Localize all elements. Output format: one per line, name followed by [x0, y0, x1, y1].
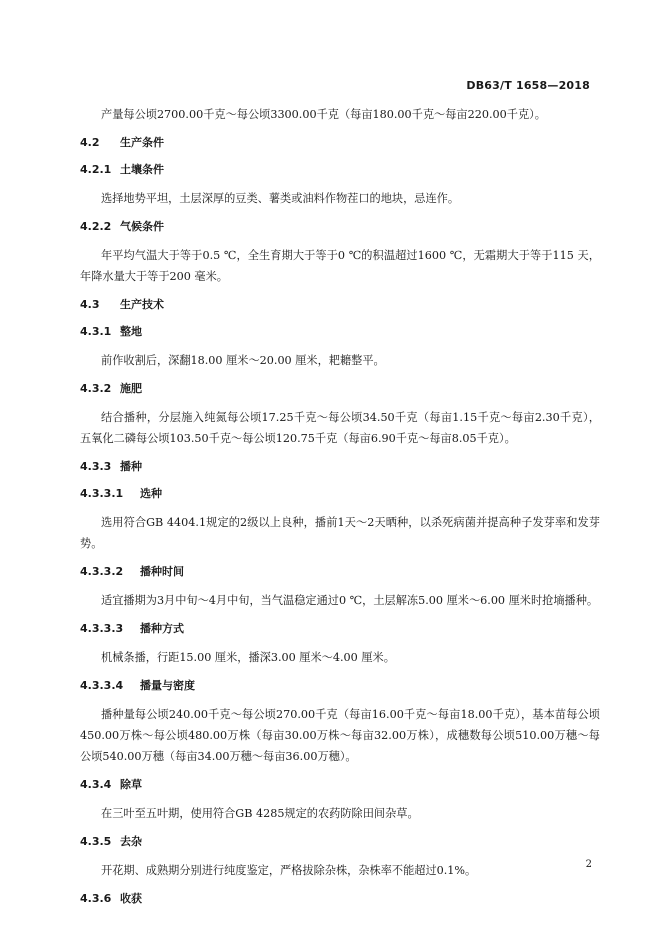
section-heading: [80, 458, 600, 476]
paragraph: 前作收割后，深翻18.00 厘米～20.00 厘米，耙耱整平。: [101, 354, 385, 367]
section-number: 4.2.2: [80, 220, 112, 233]
section-number: 4.3.3.1: [80, 487, 124, 500]
section-number: 4.3.4: [80, 778, 112, 791]
paragraph: 年平均气温大于等于0.5 ℃，全生育期大于等于0 ℃的积温超过1600 ℃，无霜期大于等于115 天，年降水量大于等于200 毫米。: [80, 249, 600, 283]
paragraph: 选用符合GB 4404.1规定的2级以上良种，播前1天～2天晒种，以杀死病菌并提高种子发芽率和发芽势。: [80, 516, 600, 550]
section-number: 4.3: [80, 298, 100, 311]
page-number: 2: [585, 859, 592, 870]
section-number: 4.2.1: [80, 163, 112, 176]
section-title: 去杂: [120, 835, 142, 848]
section-title: 播量与密度: [140, 679, 195, 692]
section-heading: [80, 380, 600, 398]
section-heading: [80, 485, 600, 503]
paragraph: 适宜播期为3月中旬～4月中旬，当气温稳定通过0 ℃，土层解冻5.00 厘米～6.00 厘米时抢墒播种。: [101, 594, 599, 607]
section-title: 土壤条件: [120, 163, 164, 176]
document-body: [80, 104, 600, 917]
document-code: DB63/T 1658—2018: [466, 79, 590, 92]
paragraph: 播种量每公顷240.00千克～每公顷270.00千克（每亩16.00千克～每亩18.00千克），基本苗每公顷450.00万株～每公顷480.00万株（每亩30.00万株～每亩32.00万株），成穗数每公顷510.00万穗～每公顷540.00万穗（每亩34.00万穗～每亩36.00万穗）。: [80, 708, 600, 763]
paragraph: 在三叶至五叶期，使用符合GB 4285规定的农药防除田间杂草。: [101, 807, 419, 820]
section-number: 4.3.2: [80, 382, 112, 395]
section-number: 4.3.3.4: [80, 679, 124, 692]
paragraph: 机械条播，行距15.00 厘米，播深3.00 厘米～4.00 厘米。: [101, 651, 395, 664]
section-number: 4.3.3: [80, 460, 112, 473]
section-heading: [80, 134, 600, 152]
section-number: 4.3.1: [80, 325, 112, 338]
section-number: 4.3.6: [80, 892, 112, 905]
section-heading: [80, 218, 600, 236]
section-number: 4.3.3.2: [80, 565, 124, 578]
section-heading: [80, 563, 600, 581]
paragraph: 开花期、成熟期分别进行纯度鉴定，严格拔除杂株，杂株率不能超过0.1%。: [101, 864, 477, 877]
section-heading: [80, 161, 600, 179]
section-heading: [80, 890, 600, 908]
paragraph: 选择地势平坦，土层深厚的豆类、薯类或油料作物茬口的地块，忌连作。: [101, 192, 460, 205]
section-title: 气候条件: [120, 220, 164, 233]
section-heading: [80, 296, 600, 314]
paragraph: 结合播种，分层施入纯氮每公顷17.25千克～每公顷34.50千克（每亩1.15千克～每亩2.30千克），五氧化二磷每公顷103.50千克～每公顷120.75千克（每亩6.90千克～每亩8.05千克）。: [80, 411, 600, 445]
section-heading: [80, 677, 600, 695]
section-title: 播种方式: [140, 622, 184, 635]
section-title: 播种: [120, 460, 142, 473]
section-heading: [80, 833, 600, 851]
section-number: 4.3.3.3: [80, 622, 124, 635]
section-number: 4.2: [80, 136, 100, 149]
section-title: 生产条件: [120, 136, 164, 149]
section-number: 4.3.5: [80, 835, 112, 848]
paragraph: 产量每公顷2700.00千克～每公顷3300.00千克（每亩180.00千克～每亩220.00千克）。: [101, 108, 546, 121]
section-title: 收获: [120, 892, 142, 905]
section-title: 除草: [120, 778, 142, 791]
section-title: 播种时间: [140, 565, 184, 578]
section-heading: [80, 323, 600, 341]
section-title: 整地: [120, 325, 142, 338]
section-title: 选种: [140, 487, 162, 500]
section-heading: [80, 620, 600, 638]
section-title: 施肥: [120, 382, 142, 395]
section-heading: [80, 776, 600, 794]
section-title: 生产技术: [120, 298, 164, 311]
